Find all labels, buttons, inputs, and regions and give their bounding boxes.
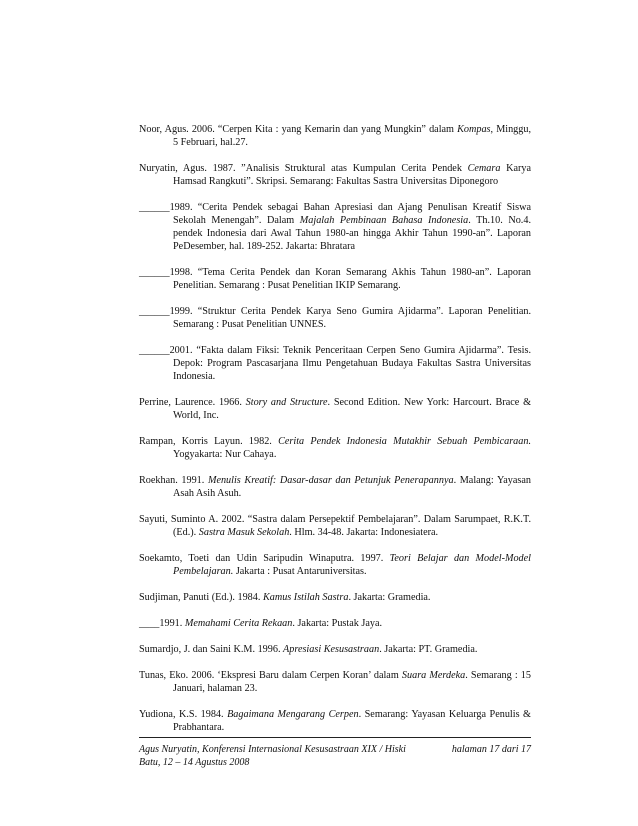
reference-text: , Minggu, 5 Februari, hal.27. [173, 124, 532, 148]
reference-text: . Hlm. 34-48. Jakarta: Indonesiatera. [289, 527, 439, 538]
reference-text: . Malang: Yayasan Asah Asih Asuh. [173, 475, 532, 499]
reference-text: . Second Edition. New York: Harcourt. Brace & World, Inc. [173, 397, 531, 421]
reference-text: Noor, Agus. 2006. “Cerpen Kita : yang Kemarin dan yang Mungkin” dalam [139, 124, 458, 135]
reference-title: Cemara [467, 163, 501, 174]
page-footer [139, 743, 531, 769]
reference-title: Bagaimana Mengarang Cerpen [227, 709, 359, 720]
reference-title: Memahami Cerita Rekaan [184, 618, 293, 629]
footer-page-number: halaman 17 dari 17 [451, 744, 531, 755]
reference-text: Yogyakarta: Nur Cahaya. [173, 449, 277, 460]
reference-text: . Jakarta: Gramedia. [348, 592, 431, 603]
reference-text: . Semarang : 15 Januari, halaman 23. [173, 670, 531, 694]
reference-entry [139, 643, 531, 656]
reference-entry [139, 617, 531, 630]
reference-text: Soekamto, Toeti dan Udin Saripudin Winaputra. 1997. [139, 553, 390, 564]
reference-entry [139, 552, 531, 578]
reference-entry [139, 474, 531, 500]
reference-entry [139, 591, 531, 604]
reference-text: Sudjiman, Panuti (Ed.). 1984. [139, 592, 263, 603]
reference-text: . Jakarta: Pustak Jaya. [292, 618, 383, 629]
reference-title: Teori Belajar dan Model-Model Pembelajaran. [173, 553, 531, 577]
reference-text: Karya Hamsad Rangkuti”. Skripsi. Semarang: Fakultas Sastra Universitas Diponegoro [173, 163, 531, 187]
reference-title: Suara Merdeka [401, 670, 466, 681]
reference-text: Roekhan. 1991. [139, 475, 208, 486]
reference-title: Kamus Istilah Sastra [262, 592, 349, 603]
reference-list [139, 123, 531, 747]
reference-title: Menulis Kreatif: Dasar-dasar dan Petunjuk Penerapannya [207, 475, 454, 486]
reference-text: Sumardjo, J. dan Saini K.M. 1996. [139, 644, 284, 655]
reference-entry [139, 123, 531, 149]
reference-text: . Th.10. No.4. pendek Indonesia dari Awal Tahun 1980-an hingga Akhir Tahun 1990-an”. Laporan PeDesember, hal. 189-252. Jakarta: Bhratara [173, 215, 531, 252]
reference-text: . Jakarta: PT. Gramedia. [379, 644, 478, 655]
reference-entry [139, 201, 531, 253]
reference-title: Cerita Pendek Indonesia Mutakhir Sebuah Pembicaraan. [278, 436, 531, 447]
footer-place-date: Batu, 12 – 14 Agustus 2008 [139, 757, 250, 768]
reference-text: Perrine, Laurence. 1966. [139, 397, 246, 408]
reference-text: Tunas, Eko. 2006. ‘Ekspresi Baru dalam Cerpen Koran’ dalam [139, 670, 402, 681]
reference-text: Rampan, Korris Layun. 1982. [139, 436, 279, 447]
reference-entry [139, 305, 531, 331]
reference-text: ______1989. “Cerita Pendek sebagai Bahan Apresiasi dan Ajang Penulisan Kreatif Siswa Sekolah Menengah”. Dalam [139, 202, 531, 226]
reference-text: ______2001. “Fakta dalam Fiksi: Teknik Penceritaan Cerpen Seno Gumira Ajidarma”. Tesis. Depok: Program Pascasarjana Ilmu Pengetahuan Budaya Fakultas Sastra Universitas Indonesia. [139, 345, 531, 382]
reference-entry [139, 435, 531, 461]
reference-text: Jakarta : Pusat Antaruniversitas. [233, 566, 367, 577]
reference-text: . Semarang: Yayasan Keluarga Penulis & Prabhantara. [173, 709, 531, 733]
reference-title: Kompas [457, 124, 491, 135]
reference-entry [139, 344, 531, 383]
reference-text: ____1991. [139, 618, 185, 629]
reference-text: Yudiona, K.S. 1984. [139, 709, 228, 720]
reference-text: ______1999. “Struktur Cerita Pendek Karya Seno Gumira Ajidarma”. Laporan Penelitian. Semarang : Pusat Penelitian UNNES. [139, 306, 531, 330]
reference-text: Nuryatin, Agus. 1987. ”Analisis Struktural atas Kumpulan Cerita Pendek [139, 163, 468, 174]
reference-entry [139, 396, 531, 422]
reference-entry [139, 162, 531, 188]
reference-title: Sastra Masuk Sekolah [198, 527, 290, 538]
footer-rule [139, 737, 531, 738]
reference-entry [139, 708, 531, 734]
footer-author-conference: Agus Nuryatin, Konferensi Internasional Kesusastraan XIX / Hiski [139, 744, 406, 755]
reference-title: Apresiasi Kesusastraan [283, 644, 380, 655]
reference-entry [139, 266, 531, 292]
reference-title: Story and Structure [245, 397, 328, 408]
reference-text: ______1998. “Tema Cerita Pendek dan Koran Semarang Akhis Tahun 1980-an”. Laporan Penelitian. Semarang : Pusat Penelitian IKIP Semarang. [139, 267, 531, 291]
reference-entry [139, 513, 531, 539]
reference-title: Majalah Pembinaan Bahasa Indonesia [299, 215, 469, 226]
reference-entry [139, 669, 531, 695]
reference-text: Sayuti, Suminto A. 2002. “Sastra dalam Persepektif Pembelajaran”. Dalam Sarumpaet, R.K.T. (Ed.). [139, 514, 531, 538]
